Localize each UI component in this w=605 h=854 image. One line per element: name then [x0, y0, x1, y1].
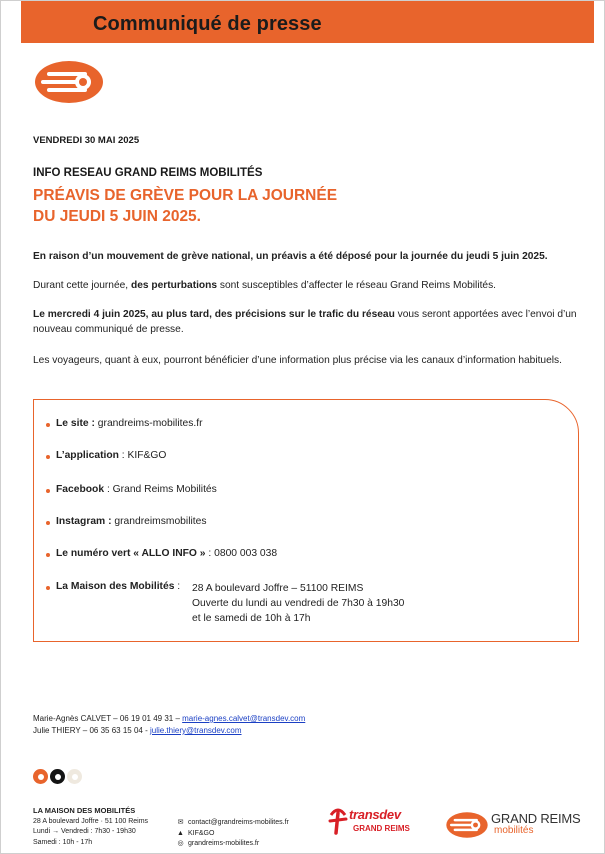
phone-label: Le numéro vert « ALLO INFO »	[56, 548, 206, 559]
globe-icon: ◎	[177, 840, 184, 847]
release-date: VENDREDI 30 MAI 2025	[33, 135, 140, 146]
footer-street: 28 A boulevard Joffre · 51 100 Reims	[33, 817, 149, 825]
footer-hours-week: Lundi → Vendredi : 7h30 - 19h30	[33, 828, 136, 835]
envelope-icon: ✉	[177, 819, 184, 826]
p3-bold: Le mercredi 4 juin 2025, au plus tard, des précisions sur le trafic du réseau	[33, 309, 395, 320]
instagram-label: Instagram :	[56, 516, 112, 527]
bullet-icon	[46, 455, 50, 459]
contact-row	[33, 725, 305, 737]
footer-email: contact@grandreims-mobilites.fr	[188, 819, 289, 826]
info-item-maison	[46, 581, 180, 592]
footer-app-row	[176, 829, 289, 840]
app-store-icon: ▲	[177, 829, 184, 837]
facebook-label: Facebook	[56, 484, 105, 495]
paragraph-disruptions	[33, 278, 578, 293]
maison-hours-saturday: et le samedi de 10h à 17h	[192, 613, 311, 624]
bullet-icon	[46, 586, 50, 590]
black-dot-icon	[50, 769, 65, 784]
contact-row	[33, 713, 305, 725]
grm-name: GRAND REIMS	[491, 811, 581, 826]
maison-address: 28 A boulevard Joffre – 51100 REIMS	[192, 583, 364, 594]
footer-web: grandreims-mobilites.fr	[188, 840, 260, 847]
footer-address	[33, 806, 148, 848]
phone-value: : 0800 003 038	[205, 548, 278, 559]
instagram-value: grandreimsmobilites	[111, 516, 207, 527]
bullet-icon	[46, 423, 50, 427]
maison-address-block	[192, 581, 404, 626]
info-item-facebook	[46, 484, 217, 495]
grm-mark-icon	[445, 811, 489, 839]
site-value: grandreims-mobilites.fr	[94, 418, 203, 429]
info-item-instagram	[46, 516, 207, 527]
contact-name: Marie-Agnès CALVET – 06 19 01 49 31 –	[33, 714, 183, 723]
contact-email-link[interactable]: julie.thiery@transdev.com	[149, 726, 242, 735]
transdev-sub: GRAND REIMS	[353, 824, 410, 833]
contact-email-link[interactable]: marie-agnes.calvet@transdev.com	[182, 714, 306, 723]
info-item-app	[46, 450, 166, 461]
transdev-logo	[327, 807, 417, 837]
footer-email-row	[176, 818, 289, 829]
footer-app: KIF&GO	[188, 829, 215, 837]
app-label: L’application	[56, 450, 119, 461]
p2-text: Durant cette journée,	[33, 280, 131, 291]
headline	[33, 185, 337, 227]
maison-hours-week: Ouverte du lundi au vendredi de 7h30 à 19h30	[192, 598, 405, 609]
kicker-heading: INFO RESEAU GRAND REIMS MOBILITÉS	[33, 167, 263, 179]
paragraph-update-info	[33, 307, 578, 337]
site-label: Le site :	[56, 418, 95, 429]
info-item-site	[46, 418, 203, 429]
contact-name: Julie THIERY – 06 35 63 15 04 -	[33, 726, 150, 735]
p2-bold: des perturbations	[130, 280, 218, 291]
page-title: Communiqué de presse	[93, 13, 322, 35]
footer-title: LA MAISON DES MOBILITÉS	[33, 806, 136, 815]
maison-sep: :	[174, 581, 181, 592]
info-channels-box	[33, 399, 579, 642]
info-item-phone	[46, 548, 277, 559]
grand-reims-mobilites-footer-logo	[445, 811, 585, 839]
bullet-icon	[46, 489, 50, 493]
footer-web-row	[176, 839, 289, 850]
facebook-value: : Grand Reims Mobilités	[104, 484, 217, 495]
press-contacts	[33, 713, 305, 737]
p2-text-end: sont susceptibles d’affecter le réseau Grand Reims Mobilités.	[217, 280, 496, 291]
orange-dot-icon	[33, 769, 48, 784]
bullet-icon	[46, 521, 50, 525]
beige-dot-icon	[67, 769, 82, 784]
grand-reims-mobilites-logo-icon	[33, 59, 105, 105]
grm-sub: mobilités	[494, 825, 534, 836]
paragraph-strike-notice: En raison d’un mouvement de grève national, un préavis a été déposé pour la journée du jeudi 5 juin 2025.	[33, 251, 548, 262]
footer-hours-saturday: Samedi : 10h - 17h	[33, 838, 93, 846]
footer-contact	[176, 818, 289, 850]
p3-text: vous seront apportées avec l’envoi d’un nouveau communiqué de presse.	[33, 309, 577, 335]
decorative-dots	[33, 769, 84, 784]
maison-label: La Maison des Mobilités	[56, 581, 175, 592]
transdev-mark-icon	[327, 807, 349, 837]
headline-line-1: PRÉAVIS DE GRÈVE POUR LA JOURNÉE	[33, 187, 338, 204]
header	[33, 59, 105, 105]
paragraph-travellers: Les voyageurs, quant à eux, pourront bénéficier d’une information plus précise via les canaux d’information habituels.	[33, 355, 562, 366]
app-value: : KIF&GO	[118, 450, 167, 461]
transdev-name: transdev	[349, 807, 401, 822]
headline-line-2: DU JEUDI 5 JUIN 2025.	[33, 208, 201, 225]
bullet-icon	[46, 553, 50, 557]
